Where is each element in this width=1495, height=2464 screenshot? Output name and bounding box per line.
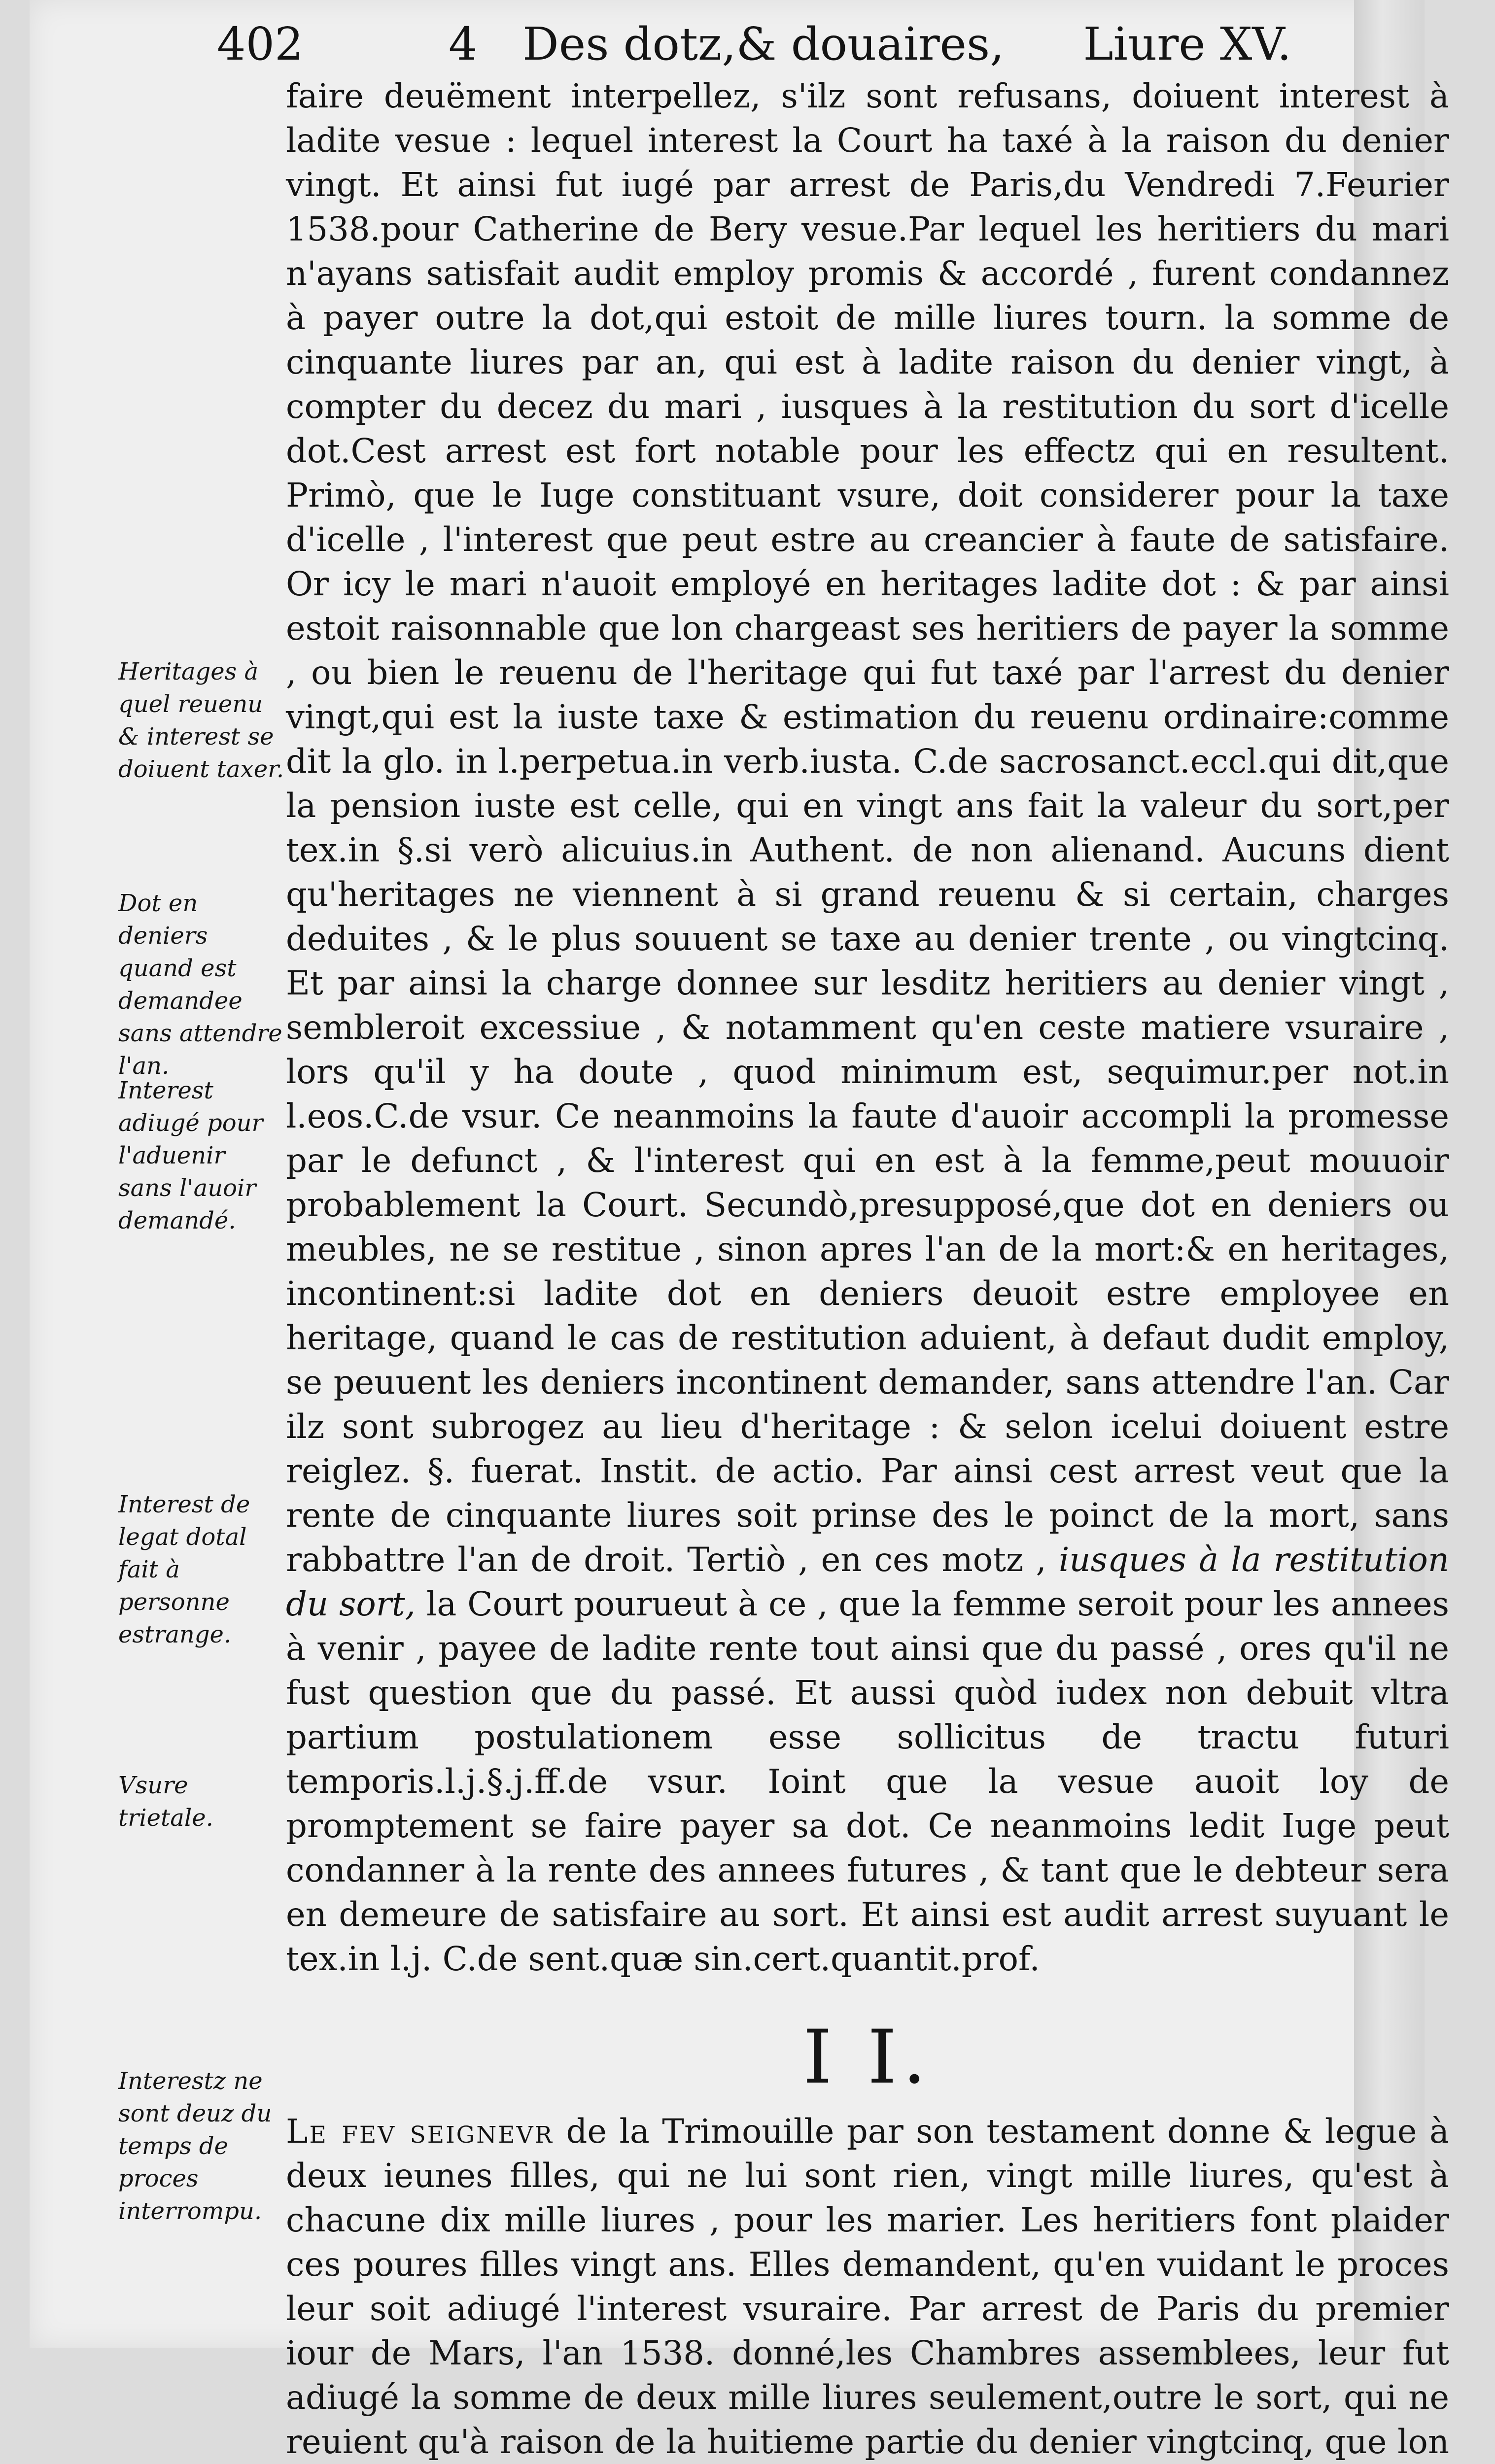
book-number: Liure XV. — [1083, 18, 1291, 70]
margin-note: Dot en deniers quand est demandee sans attendre l'an. — [118, 890, 282, 1080]
margin-note: Vsure trietale. — [118, 1772, 213, 1832]
margin-note: Interestz ne sont deuz du temps de proces interrompu. — [118, 2067, 272, 2225]
margin-note: Heritages à quel reuenu & interest se doiuent taxer. — [118, 658, 284, 783]
signature-mark: 4 — [449, 18, 478, 70]
main-text — [286, 74, 1449, 2464]
paragraph-2 — [286, 2109, 1449, 2464]
page — [30, 0, 1449, 2461]
margin-note: Interest de legat dotal fait à personne estrange. — [118, 1491, 250, 1648]
running-title: Des dotz,& douaires, — [522, 18, 1005, 70]
margin-note: Interest adiugé pour l'aduenir sans l'auoir demandé. — [118, 1077, 263, 1234]
page-header — [217, 15, 1291, 74]
paragraph-2-text: de la Trimouille par son testament donne & legue à deux ieunes filles, qui ne lui sont rien, vingt mille liures, qu'est à chacune dix mille liures , pour les marier. Les heritiers font plaider ces poures filles vingt ans. Elles demandent, qu'en vuidant le proces leur soit adiugé l'interest vsuraire. Par arrest de Paris du premier iour de Mars, l'an 1538. donné,les Chambres assemblees, leur fut adiugé la somme de deux mille liures seulement,outre le sort, qui ne reuient qu'à raison de la huitieme partie du denier vingtcinq, que lon — [286, 2112, 1449, 2461]
paragraph-1-end: la Court pouruеut à ce , que la femme seroit pour les annees à venir , payee de ladite rente tout ainsi que du passé , ores qu'il ne fust question que du passé. Et aussi quòd iudex non debuit vltra partium postulationem esse sollicitus de tractu futuri temporis.l.j.§.j.ff.de vsur. Ioint que la vesue auoit loy de promptement se faire payer sa dot. Ce neanmoins ledit Iuge peut condanner à la rente des annees futures , & tant que le debteur sera en demeure de satisfaire au sort. Et ainsi est audit arrest suyuant le tex.in l.j. C.de sent.quæ sin.cert.quantit.prof. — [286, 1585, 1449, 1978]
paragraph-1 — [286, 74, 1449, 1981]
paragraph-2-lead: Le fev seignevr — [286, 2112, 554, 2151]
folio-number: 402 — [217, 18, 304, 70]
section-heading: I I. — [803, 2015, 932, 2100]
paragraph-1-text: faire deuëment interpellez, s'ilz sont refusans, doiuent interest à ladite vesue : lequel interest la Court ha taxé à la raison du denier vingt. Et ainsi fut iugé par arrest de Paris,du Vendredi 7.Feurier 1538.pour Catherine de Bery vesue.Par lequel les heritiers du mari n'ayans satisfait audit employ promis & accordé , furent condannez à payer outre la dot,qui estoit de mille liures tourn. la somme de cinquante liures par an, qui est à ladite raison du denier vingt, à compter du decez du mari , iusques à la restitution du sort d'icelle dot.Cest arrest est fort notable pour les effectz qui en resultent. Primò, que le Iuge constituant vsure, doit considerer pour la taxe d'icelle , l'interest que peut estre au creancier à faute de satisfaire. Or icy le mari n'auoit employé en heritages ladite dot : & par ainsi estoit raisonnable que lon chargeast ses heritiers de payer la somme , ou bien le reuenu de l'heritage qui fut taxé par l'arrest du denier vingt,qui est la iuste taxe & estimation du reuenu ordinaire:comme dit la glo. in l.perpetua.in verb.iusta. C.de sacrosanct.eccl.qui dit,que la pension iuste est celle, qui en vingt ans fait la valeur du sort,per tex.in §.si verò alicuius.in Authent. de non alienand. Aucuns dient qu'heritages ne viennent à si grand reuenu & si certain, charges deduites , & le plus souuent se taxe au denier trente , ou vingtcinq. Et par ainsi la charge donnee sur lesditz heritiers au denier vingt , sembleroit excessiue , & notamment qu'en ceste matiere vsuraire , lors qu'il y ha doute , quod minimum est, sequimur.per not.in l.eos.C.de vsur. Ce neanmoins la faute d'auoir accompli la promesse par le defunct , & l'interest qui en est à la femme,peut mouuoir probablement la Court. Secundò,presupposé,que dot en deniers ou meubles, ne se restitue , sinon apres l'an de la mort:& en heritages, incontinent:si ladite dot en deniers deuoit estre employee en heritage, quand le cas de restitution aduient, à defaut dudit employ, se peuuent les deniers incontinent demander, sans attendre l'an. Car ilz sont subrogez au lieu d'heritage : & selon icelui doiuent estre reiglez. §. fuerat. Instit. de actio. Par ainsi cest arrest veut que la rente de cinquante liures soit prinse des le poinct de la mort, sans rabbattre l'an de droit. Tertiò , en ces motz , — [286, 77, 1449, 1579]
paragraph-1-italic: iusques à la restitution du sort, — [286, 1540, 1449, 1623]
